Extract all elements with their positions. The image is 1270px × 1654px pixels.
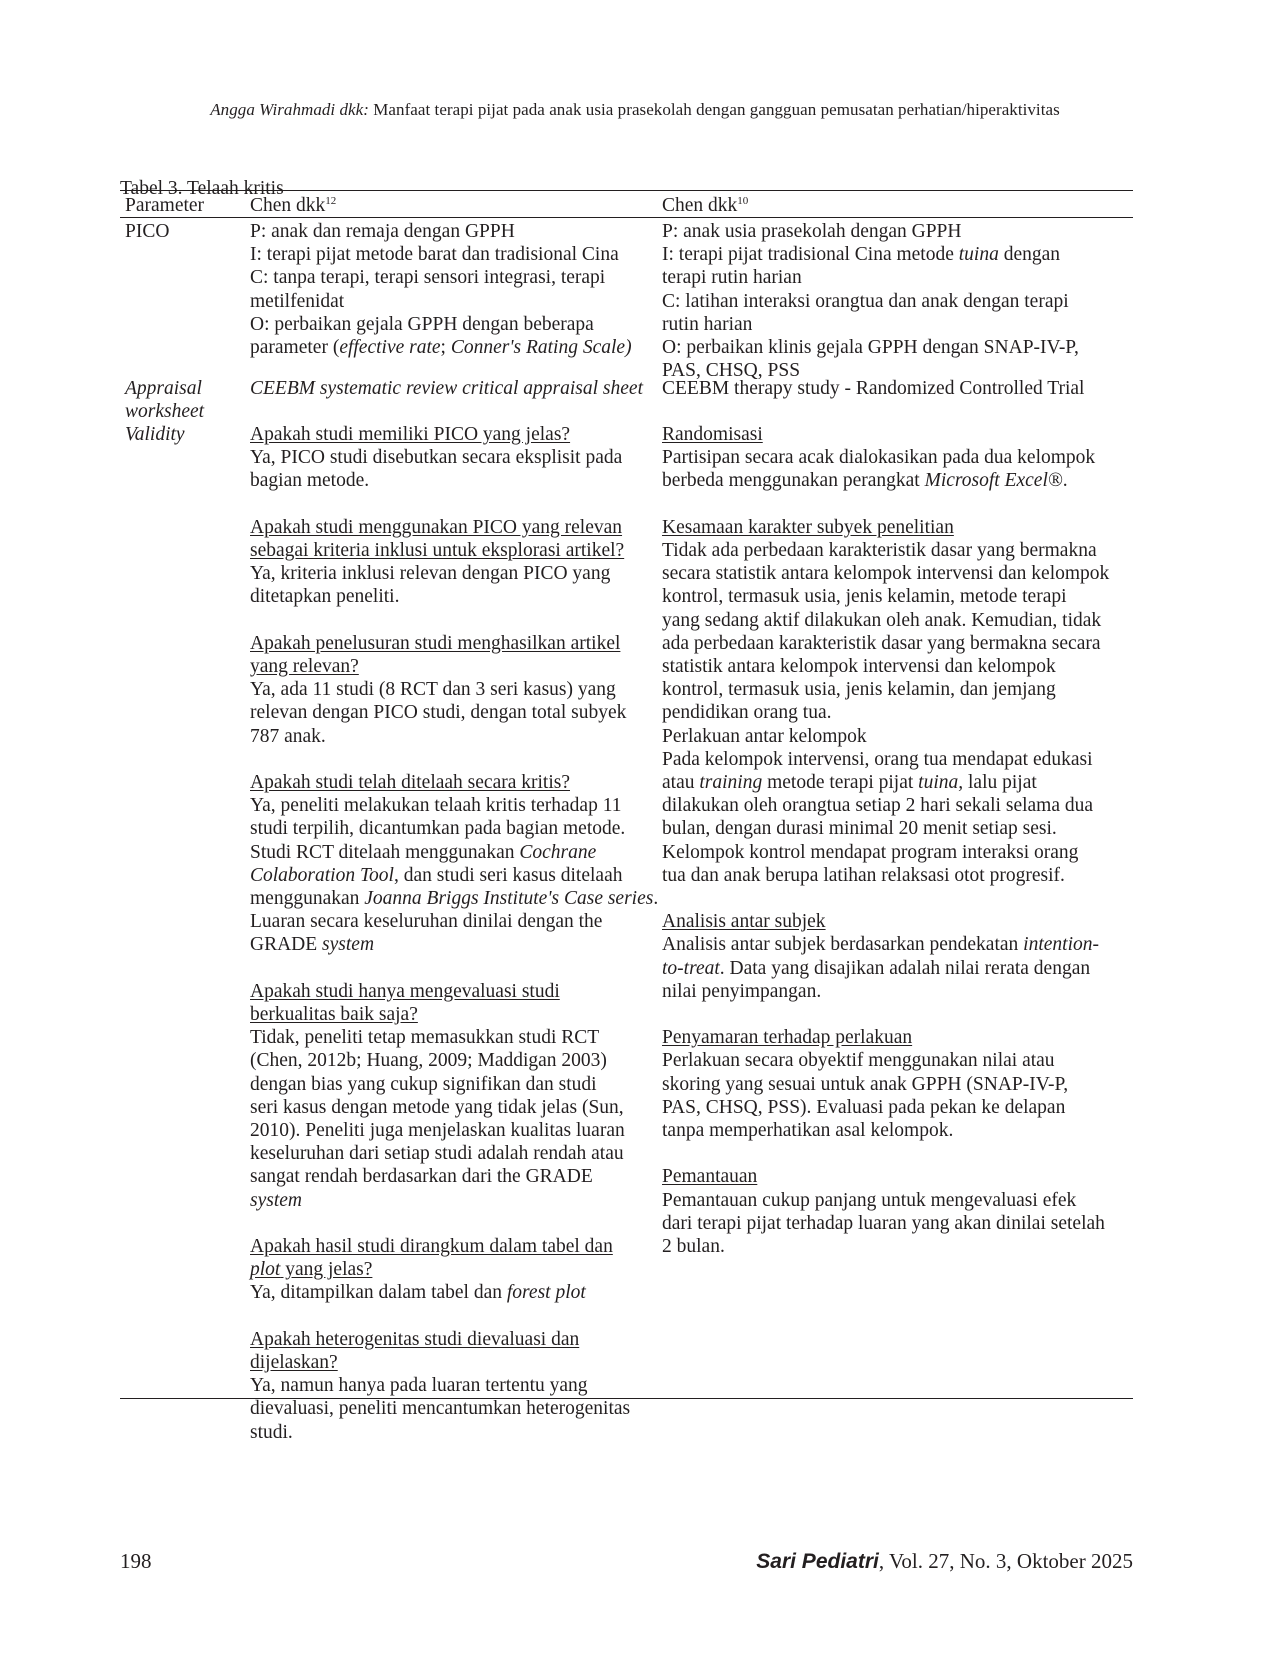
paragraph-gap	[662, 887, 1132, 910]
criterion-heading: sebagai kriteria inklusi untuk eksplorasi artikel?	[250, 540, 625, 561]
table-caption: Tabel 3. Telaah kritis	[120, 178, 284, 199]
text-line: PAS, CHSQ, PSS). Evaluasi pada pekan ke delapan	[662, 1096, 1066, 1118]
text-line: dilakukan oleh orangtua setiap 2 hari sekali selama dua	[662, 795, 1094, 817]
paragraph-gap	[662, 493, 1132, 516]
text-line: studi terpilih, dicantumkan pada bagian metode.	[250, 818, 626, 840]
text-line: nilai penyimpangan.	[662, 980, 822, 1002]
text-line: Analisis antar subjek berdasarkan pendekatan intention-	[662, 934, 1099, 956]
text-line: seri kasus dengan metode yang tidak jelas (Sun,	[250, 1096, 624, 1118]
criterion-heading: Pemantauan	[662, 1166, 758, 1188]
text-line: tanpa memperhatikan asal kelompok.	[662, 1120, 954, 1142]
text-line: Ya, namun hanya pada luaran tertentu yang	[250, 1375, 588, 1397]
text-line: skoring yang sesuai untuk anak GPPH (SNAP-IV-P,	[662, 1073, 1069, 1095]
text-line: bagian metode.	[250, 470, 370, 492]
column-header-chen-12: Chen dkk$^{12}$	[250, 195, 337, 216]
table-bottom-rule	[120, 1398, 1133, 1399]
text-line: Perlakuan antar kelompok	[662, 725, 867, 747]
text-line: statistik antara kelompok intervensi dan kelompok	[662, 656, 1056, 678]
text-line: menggunakan Joanna Briggs Institute's Case series.	[250, 888, 659, 910]
page-number: 198	[120, 1549, 152, 1573]
text-line: 2010). Peneliti juga menjelaskan kualitas luaran	[250, 1120, 625, 1142]
paragraph-gap	[250, 748, 650, 771]
text-line: Tidak ada perbedaan karakteristik dasar yang bermakna	[662, 540, 1097, 561]
criterion-heading: yang relevan?	[250, 656, 359, 677]
paragraph-gap	[662, 1003, 1132, 1026]
text-line: kontrol, termasuk usia, jenis kelamin, dan jemjang	[662, 679, 1056, 701]
journal-name: Sari Pediatri	[756, 1550, 879, 1573]
text-line: Studi RCT ditelaah menggunakan Cochrane	[250, 841, 597, 863]
table-top-rule	[120, 190, 1133, 191]
journal-volume: , Vol. 27, No. 3, Oktober 2025	[878, 1549, 1133, 1573]
criterion-heading: Penyamaran terhadap perlakuan	[662, 1027, 913, 1049]
text-line: Perlakuan secara obyektif menggunakan nilai atau	[662, 1050, 1055, 1072]
criterion-heading: Randomisasi	[662, 424, 763, 445]
running-header	[0, 100, 1270, 120]
criterion-heading: Apakah studi hanya mengevaluasi studi	[250, 980, 560, 1002]
text-line: keseluruhan dari setiap studi adalah rendah atau	[250, 1143, 624, 1165]
text-line: relevan dengan PICO studi, dengan total subyek	[250, 702, 627, 724]
text-line: Ya, ditampilkan dalam tabel dan forest plot	[250, 1282, 586, 1304]
header-authors: Angga Wirahmadi dkk:	[210, 100, 369, 119]
criterion-heading: Apakah hasil studi dirangkum dalam tabel dan	[250, 1236, 613, 1258]
validity-chen-10	[662, 423, 1132, 1258]
paragraph-gap	[662, 1142, 1132, 1165]
text-line: system	[250, 1189, 302, 1211]
text-line: Pemantauan cukup panjang untuk mengevaluasi efek	[662, 1189, 1077, 1211]
paragraph-gap	[250, 609, 650, 632]
text-line: 2 bulan.	[662, 1236, 725, 1258]
criterion-heading: dijelaskan?	[250, 1352, 338, 1374]
paragraph-gap	[250, 1305, 650, 1328]
text-line: bulan, dengan durasi minimal 20 menit setiap sesi.	[662, 818, 1057, 840]
text-line: ada perbedaan karakteristik dasar yang bermakna secara	[662, 632, 1101, 654]
appraisal-chen-12: CEEBM systematic review critical appraisal sheet	[250, 378, 643, 399]
text-line: sangat rendah berdasarkan dari the GRADE	[250, 1166, 593, 1188]
text-line: Kelompok kontrol mendapat program interaksi orang	[662, 841, 1079, 863]
pico-chen-12: P: anak dan remaja dengan GPPH I: terapi pijat metode barat dan tradisional Cina C: tanpa terapi, terapi sensori integrasi, terapi metilfenidat O: perbaikan gejala GPPH dengan beberapa parameter (effective rate; Conner's Rating Scale)	[250, 221, 632, 359]
text-line: pendidikan orang tua.	[662, 702, 832, 724]
appraisal-chen-10: CEEBM therapy study - Randomized Controlled Trial	[662, 378, 1085, 399]
table-header-rule	[120, 217, 1133, 218]
criterion-heading: Apakah penelusuran studi menghasilkan artikel	[250, 632, 621, 654]
text-line: secara statistik antara kelompok intervensi dan kelompok	[662, 563, 1110, 585]
text-line: tua dan anak berupa latihan relaksasi otot progresif.	[662, 864, 1065, 886]
text-line: (Chen, 2012b; Huang, 2009; Maddigan 2003)	[250, 1050, 607, 1072]
text-line: Tidak, peneliti tetap memasukkan studi RCT	[250, 1027, 600, 1049]
pico-chen-10: P: anak usia prasekolah dengan GPPH I: terapi pijat tradisional Cina metode tuina dengan terapi rutin harian C: latihan interaksi orangtua dan anak dengan terapi rutin harian O: perbaikan klinis gejala GPPH dengan SNAP-IV-P, PAS, CHSQ, PSS	[662, 221, 1079, 382]
text-line: dari terapi pijat terhadap luaran yang akan dinilai setelah	[662, 1212, 1105, 1234]
journal-citation	[756, 1549, 1133, 1574]
paragraph-gap	[250, 957, 650, 980]
criterion-heading: Analisis antar subjek	[662, 911, 826, 933]
text-line: studi.	[250, 1421, 293, 1443]
criterion-heading: Apakah studi memiliki PICO yang jelas?	[250, 424, 571, 445]
header-title: Manfaat terapi pijat pada anak usia prasekolah dengan gangguan pemusatan perhatian/hiperaktivitas	[373, 100, 1060, 119]
paragraph-gap	[250, 493, 650, 516]
criterion-heading: plot yang jelas?	[250, 1259, 373, 1281]
column-header-parameter: Parameter	[125, 195, 205, 216]
text-line: 787 anak.	[250, 725, 326, 747]
criterion-heading: Apakah studi menggunakan PICO yang relevan	[250, 516, 623, 538]
text-line: dengan bias yang cukup signifikan dan studi	[250, 1073, 597, 1095]
text-line: kontrol, termasuk usia, jenis kelamin, metode terapi	[662, 586, 1067, 608]
text-line: to-treat. Data yang disajikan adalah nilai rerata dengan	[662, 957, 1091, 979]
criterion-heading: Apakah heterogenitas studi dievaluasi dan	[250, 1328, 580, 1350]
text-line: Ya, kriteria inklusi relevan dengan PICO yang	[250, 563, 611, 585]
paragraph-gap	[250, 1212, 650, 1235]
text-line: Partisipan secara acak dialokasikan pada dua kelompok	[662, 447, 1096, 469]
validity-chen-12	[250, 423, 659, 1444]
text-line: Ya, peneliti melakukan telaah kritis terhadap 11	[250, 795, 622, 817]
text-line: GRADE system	[250, 934, 375, 956]
column-header-chen-10: Chen dkk$^{10}$	[662, 195, 749, 216]
row-label-appraisal: Appraisal worksheet	[125, 378, 205, 423]
criterion-heading: Apakah studi telah ditelaah secara kritis?	[250, 772, 570, 793]
criterion-heading: berkualitas baik saja?	[250, 1004, 418, 1026]
row-label-pico: PICO	[125, 221, 170, 242]
text-line: berbeda menggunakan perangkat Microsoft Excel®.	[662, 470, 1068, 492]
text-line: atau training metode terapi pijat tuina, lalu pijat	[662, 772, 1037, 794]
text-line: Ya, ada 11 studi (8 RCT dan 3 seri kasus) yang	[250, 679, 616, 701]
text-line: Ya, PICO studi disebutkan secara eksplisit pada	[250, 447, 623, 469]
criterion-heading: Kesamaan karakter subyek penelitian	[662, 516, 954, 538]
text-line: dievaluasi, peneliti mencantumkan heterogenitas	[250, 1398, 631, 1420]
text-line: Pada kelompok intervensi, orang tua mendapat edukasi	[662, 748, 1093, 770]
text-line: yang sedang aktif dilakukan oleh anak. Kemudian, tidak	[662, 609, 1102, 631]
text-line: Colaboration Tool, dan studi seri kasus ditelaah	[250, 864, 623, 886]
text-line: ditetapkan peneliti.	[250, 586, 400, 608]
row-label-validity: Validity	[125, 424, 185, 445]
text-line: Luaran secara keseluruhan dinilai dengan the	[250, 911, 603, 933]
